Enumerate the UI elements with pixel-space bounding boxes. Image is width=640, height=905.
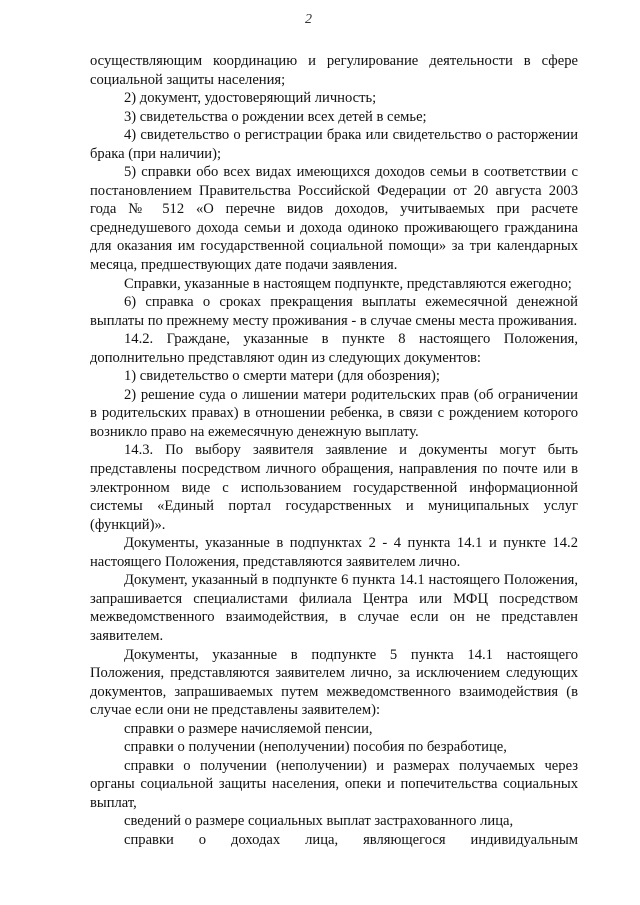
paragraph: Справки, указанные в настоящем подпункте, представляются ежегодно; [124, 275, 572, 292]
paragraph: сведений о размере социальных выплат застрахованного лица, [124, 813, 514, 830]
paragraph: осуществляющим координацию и регулирование деятельности в сфере социальной защиты населения; [90, 53, 578, 88]
paragraph: 1) свидетельство о смерти матери (для обозрения); [124, 368, 440, 385]
paragraph: Документы, указанные в подпунктах 2 - 4 пункта 14.1 и пункте 14.2 настоящего Положения, представляются заявителем лично. [90, 535, 578, 570]
paragraph: Документы, указанные в подпункте 5 пункта 14.1 настоящего Положения, представляются заявителем лично, за исключением следующих документов, запрашиваемых путем межведомственного взаимодействия (в случае если они не представлены заявителем): [90, 646, 578, 719]
paragraph: справки о получении (неполучении) и размерах получаемых через органы социальной защиты населения, опеки и попечительства социальных выплат, [90, 757, 578, 811]
paragraph: Документ, указанный в подпункте 6 пункта 14.1 настоящего Положения, запрашивается специалистами филиала Центра или МФЦ посредством межведомственного взаимодействия, в случае если он не представлен заявителем. [90, 572, 578, 644]
paragraph: справки о доходах лица, являющегося индивидуальным [124, 831, 578, 848]
document-body [90, 52, 578, 850]
paragraph: 14.3. По выбору заявителя заявление и документы могут быть представлены посредством личного обращения, направления по почте или в электронном виде с использованием государственной информационной системы «Единый портал государственных и муниципальных услуг (функций)». [90, 442, 578, 533]
paragraph: 5) справки обо всех видах имеющихся доходов семьи в соответствии с постановлением Правительства Российской Федерации от 20 августа 2003 года № 512 «О перечне видов доходов, учитываемых при расчете среднедушевого дохода семьи и дохода одиноко проживающего гражданина для оказания им государственной социальной помощи» за три календарных месяца, предшествующих дате подачи заявления. [90, 164, 578, 274]
page-number-handwritten: 2 [305, 12, 312, 27]
paragraph: 14.2. Граждане, указанные в пункте 8 настоящего Положения, дополнительно представляют один из следующих документов: [90, 331, 578, 366]
paragraph: 6) справка о сроках прекращения выплаты ежемесячной денежной выплаты по прежнему месту проживания - в случае смены места проживания. [90, 294, 578, 329]
paragraph: 2) документ, удостоверяющий личность; [124, 90, 377, 107]
paragraph: справки о получении (неполучении) пособия по безработице, [124, 739, 507, 756]
paragraph: 3) свидетельства о рождении всех детей в семье; [124, 108, 427, 125]
paragraph: 4) свидетельство о регистрации брака или свидетельство о расторжении брака (при наличии); [90, 127, 578, 162]
paragraph: справки о размере начисляемой пенсии, [124, 720, 373, 737]
paragraph: 2) решение суда о лишении матери родительских прав (об ограничении в родительских правах) в отношении ребенка, в связи с рождением которого возникло право на ежемесячную денежную выплату. [90, 386, 578, 440]
